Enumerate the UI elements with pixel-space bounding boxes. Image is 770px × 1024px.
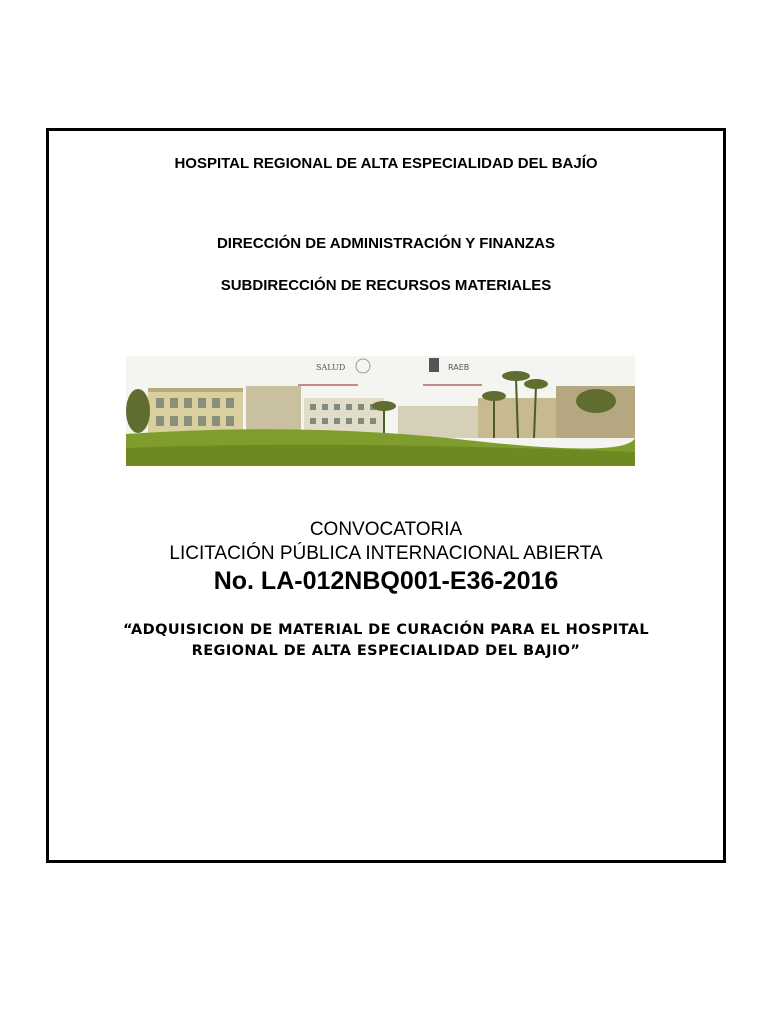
licitacion-number: No. LA-012NBQ001-E36-2016 bbox=[213, 567, 559, 595]
hospital-name: HOSPITAL REGIONAL DE ALTA ESPECIALIDAD DEL BAJÍO bbox=[174, 155, 598, 172]
procurement-description: “ADQUISICION DE MATERIAL DE CURACIÓN PARA EL HOSPITAL REGIONAL DE ALTA ESPECIALIDAD DEL BAJIO” bbox=[122, 622, 650, 659]
salud-logo-text: SALUD bbox=[316, 363, 346, 372]
cover-frame bbox=[46, 128, 726, 863]
direccion-title: DIRECCIÓN DE ADMINISTRACIÓN Y FINANZAS bbox=[216, 235, 556, 252]
subdireccion-title: SUBDIRECCIÓN DE RECURSOS MATERIALES bbox=[220, 277, 552, 294]
licitacion-heading: LICITACIÓN PÚBLICA INTERNACIONAL ABIERTA bbox=[169, 543, 603, 564]
convocatoria-heading: CONVOCATORIA bbox=[309, 519, 463, 540]
hospital-banner-image bbox=[126, 356, 635, 466]
raeb-logo-text: RAEB bbox=[448, 363, 470, 372]
